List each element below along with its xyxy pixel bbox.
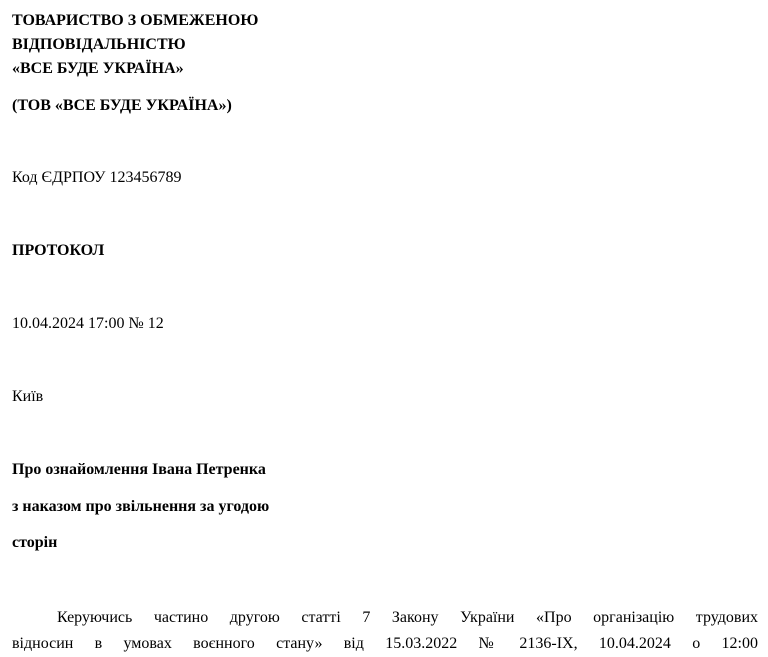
- company-name-line-3: «ВСЕ БУДЕ УКРАЇНА»: [12, 60, 184, 77]
- subject-line-2: з наказом про звільнення за угодою: [12, 498, 270, 515]
- body-line-1: Керуючись частино другою статті 7 Закону України «Про організацію трудових: [57, 609, 758, 626]
- subject-line-3: сторін: [12, 534, 58, 551]
- body-paragraph: [12, 605, 758, 657]
- document-date-number: 10.04.2024 17:00 № 12: [12, 315, 164, 332]
- subject-line-1: Про ознайомлення Івана Петренка: [12, 461, 266, 478]
- company-name-line-1: ТОВАРИСТВО З ОБМЕЖЕНОЮ: [12, 12, 259, 29]
- company-short-name: (ТОВ «ВСЕ БУДЕ УКРАЇНА»): [12, 97, 232, 114]
- edrpou-code: Код ЄДРПОУ 123456789: [12, 169, 182, 186]
- document-place: Київ: [12, 388, 44, 405]
- company-name-line-2: ВІДПОВІДАЛЬНІСТЮ: [12, 36, 186, 53]
- body-line-2: відносин в умовах воєнного стану» від 15.03.2022 № 2136-IX, 10.04.2024 о 12:00: [12, 635, 758, 652]
- document-type-title: ПРОТОКОЛ: [12, 242, 105, 259]
